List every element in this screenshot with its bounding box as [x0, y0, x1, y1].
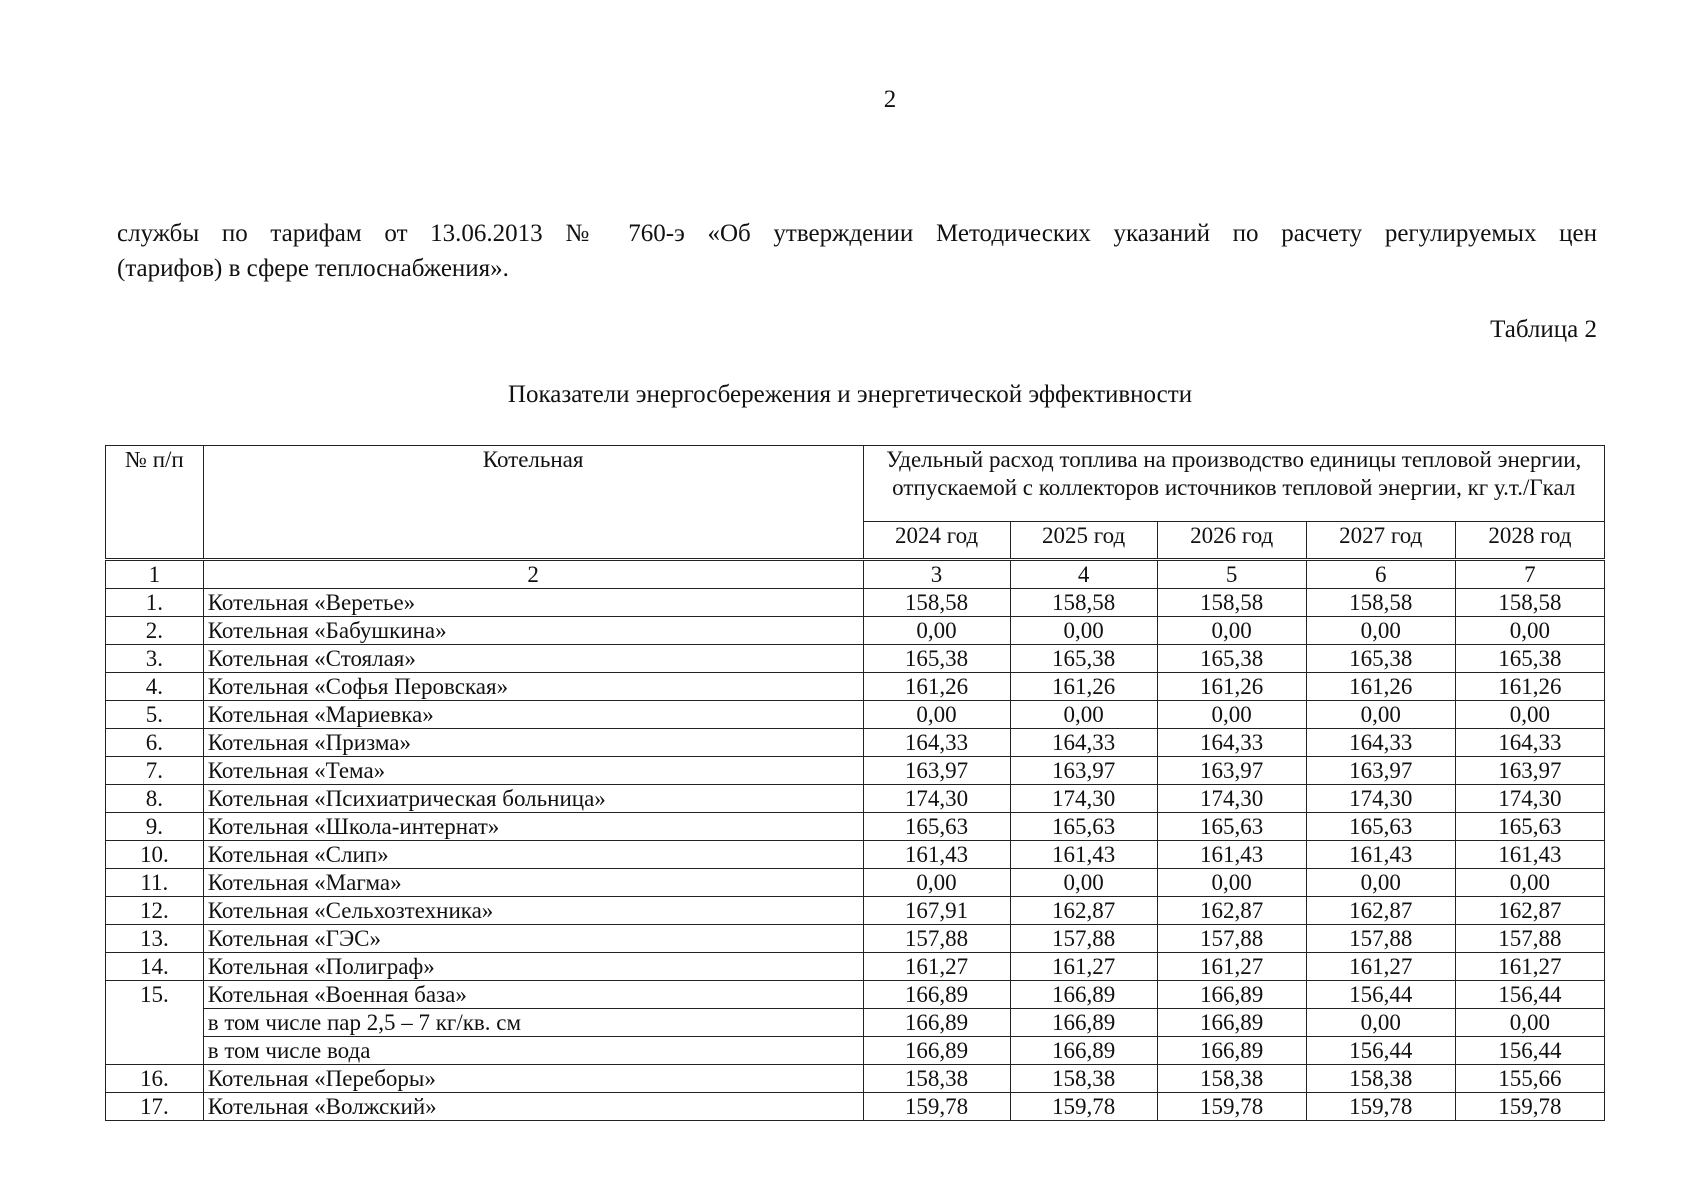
- table-row: [106, 617, 1605, 645]
- table-row: [106, 757, 1605, 785]
- table-row: [106, 925, 1605, 953]
- table-row: [106, 813, 1605, 841]
- boiler-name: Котельная «Призма»: [203, 729, 863, 757]
- fuel-rate-cell: 0,00: [1010, 701, 1157, 729]
- column-index: 2: [203, 560, 863, 589]
- row-number: 10.: [106, 841, 204, 869]
- column-index: 6: [1306, 560, 1455, 589]
- fuel-rate-cell: 158,38: [863, 1065, 1010, 1093]
- fuel-rate-cell: 158,38: [1157, 1065, 1306, 1093]
- fuel-rate-cell: 157,88: [1157, 925, 1306, 953]
- table-row: [106, 841, 1605, 869]
- boiler-name: Котельная «Школа-интернат»: [203, 813, 863, 841]
- row-number: 4.: [106, 673, 204, 701]
- fuel-rate-cell: 166,89: [1010, 1009, 1157, 1037]
- fuel-rate-cell: 0,00: [863, 701, 1010, 729]
- boiler-name: Котельная «Веретье»: [203, 589, 863, 617]
- table-title: Показатели энергосбережения и энергетической эффективности: [507, 381, 1193, 408]
- fuel-rate-cell: 174,30: [1157, 785, 1306, 813]
- fuel-rate-cell: 165,63: [1306, 813, 1455, 841]
- fuel-rate-cell: 164,33: [1157, 729, 1306, 757]
- fuel-rate-cell: 163,97: [1306, 757, 1455, 785]
- fuel-rate-cell: 161,26: [1455, 673, 1604, 701]
- table-row: [106, 701, 1605, 729]
- fuel-rate-cell: 156,44: [1455, 981, 1604, 1009]
- fuel-rate-cell: 165,38: [1306, 645, 1455, 673]
- header-year-2025: 2025 год: [1010, 521, 1157, 559]
- fuel-rate-cell: 174,30: [863, 785, 1010, 813]
- fuel-rate-cell: 166,89: [863, 1009, 1010, 1037]
- fuel-rate-cell: 0,00: [1157, 869, 1306, 897]
- boiler-name: Котельная «Стоялая»: [203, 645, 863, 673]
- fuel-rate-cell: 159,78: [1157, 1093, 1306, 1121]
- fuel-rate-cell: 158,58: [1157, 589, 1306, 617]
- fuel-rate-cell: 158,38: [1306, 1065, 1455, 1093]
- column-index: 7: [1455, 560, 1604, 589]
- fuel-rate-cell: 161,43: [1306, 841, 1455, 869]
- fuel-rate-cell: 0,00: [1306, 1009, 1455, 1037]
- fuel-rate-cell: 163,97: [1157, 757, 1306, 785]
- fuel-rate-cell: 161,26: [1157, 673, 1306, 701]
- fuel-rate-cell: 166,89: [863, 1037, 1010, 1065]
- header-indicator: Удельный расход топлива на производство единицы тепловой энергии, отпускаемой с коллекторов источников тепловой энергии, кг у.т./Гкал: [863, 446, 1604, 522]
- fuel-rate-cell: 165,63: [1157, 813, 1306, 841]
- fuel-rate-cell: 166,89: [863, 981, 1010, 1009]
- fuel-rate-cell: 162,87: [1157, 897, 1306, 925]
- fuel-rate-cell: 174,30: [1306, 785, 1455, 813]
- column-index: 4: [1010, 560, 1157, 589]
- fuel-rate-cell: 0,00: [1306, 617, 1455, 645]
- header-num: № п/п: [106, 446, 204, 560]
- row-number: 5.: [106, 701, 204, 729]
- table-row: [106, 1093, 1605, 1121]
- fuel-rate-cell: 156,44: [1306, 1037, 1455, 1065]
- table-row: [106, 785, 1605, 813]
- fuel-rate-cell: 165,63: [863, 813, 1010, 841]
- table-row: [106, 1065, 1605, 1093]
- column-index-row: [106, 560, 1605, 589]
- fuel-rate-cell: 165,38: [863, 645, 1010, 673]
- boiler-name: Котельная «Сельхозтехника»: [203, 897, 863, 925]
- table-label: Таблица 2: [1490, 316, 1597, 343]
- fuel-rate-cell: 158,58: [1010, 589, 1157, 617]
- fuel-rate-cell: 0,00: [1010, 869, 1157, 897]
- fuel-rate-cell: 162,87: [1455, 897, 1604, 925]
- fuel-rate-cell: 161,27: [1306, 953, 1455, 981]
- fuel-rate-cell: 157,88: [863, 925, 1010, 953]
- column-index: 3: [863, 560, 1010, 589]
- fuel-rate-cell: 0,00: [863, 869, 1010, 897]
- fuel-rate-cell: 159,78: [1010, 1093, 1157, 1121]
- fuel-rate-cell: 0,00: [1455, 1009, 1604, 1037]
- boiler-name: Котельная «ГЭС»: [203, 925, 863, 953]
- fuel-rate-cell: 164,33: [1010, 729, 1157, 757]
- table-row: [106, 645, 1605, 673]
- fuel-rate-cell: 164,33: [1455, 729, 1604, 757]
- boiler-name: Котельная «Бабушкина»: [203, 617, 863, 645]
- fuel-rate-cell: 0,00: [1157, 617, 1306, 645]
- row-number: 3.: [106, 645, 204, 673]
- fuel-rate-cell: 165,38: [1455, 645, 1604, 673]
- boiler-name: Котельная «Слип»: [203, 841, 863, 869]
- fuel-rate-cell: 166,89: [1157, 1037, 1306, 1065]
- fuel-rate-cell: 161,26: [1306, 673, 1455, 701]
- fuel-rate-cell: 167,91: [863, 897, 1010, 925]
- fuel-rate-cell: 158,58: [1306, 589, 1455, 617]
- table-row: [106, 1037, 1605, 1065]
- fuel-rate-cell: 161,43: [1010, 841, 1157, 869]
- table-row: [106, 673, 1605, 701]
- fuel-rate-cell: 158,58: [863, 589, 1010, 617]
- fuel-rate-cell: 0,00: [1306, 869, 1455, 897]
- fuel-rate-cell: 159,78: [863, 1093, 1010, 1121]
- table-row: [106, 953, 1605, 981]
- fuel-rate-cell: 0,00: [1010, 617, 1157, 645]
- fuel-rate-cell: 161,43: [1157, 841, 1306, 869]
- fuel-rate-cell: 158,38: [1010, 1065, 1157, 1093]
- fuel-rate-cell: 164,33: [863, 729, 1010, 757]
- row-number: 2.: [106, 617, 204, 645]
- page-number: 2: [883, 86, 897, 113]
- fuel-rate-cell: 174,30: [1455, 785, 1604, 813]
- header-row: [106, 446, 1605, 522]
- column-index: 1: [106, 560, 204, 589]
- header-year-2027: 2027 год: [1306, 521, 1455, 559]
- fuel-rate-cell: 155,66: [1455, 1065, 1604, 1093]
- header-year-2028: 2028 год: [1455, 521, 1604, 559]
- row-number: 1.: [106, 589, 204, 617]
- fuel-rate-cell: 0,00: [1455, 617, 1604, 645]
- fuel-rate-cell: 158,58: [1455, 589, 1604, 617]
- fuel-rate-cell: 0,00: [863, 617, 1010, 645]
- header-year-2026: 2026 год: [1157, 521, 1306, 559]
- fuel-rate-cell: 164,33: [1306, 729, 1455, 757]
- fuel-rate-cell: 156,44: [1306, 981, 1455, 1009]
- boiler-name: Котельная «Тема»: [203, 757, 863, 785]
- row-number: 9.: [106, 813, 204, 841]
- row-number: 7.: [106, 757, 204, 785]
- fuel-rate-cell: 161,27: [1455, 953, 1604, 981]
- intro-line-1: службы по тарифам от 13.06.2013 № 760-э «Об утверждении Методических указаний по расчету регулируемых цен: [117, 220, 1597, 247]
- fuel-rate-cell: 157,88: [1306, 925, 1455, 953]
- fuel-rate-cell: 159,78: [1455, 1093, 1604, 1121]
- fuel-rate-cell: 174,30: [1010, 785, 1157, 813]
- boiler-name: Котельная «Софья Перовская»: [203, 673, 863, 701]
- row-number: 6.: [106, 729, 204, 757]
- fuel-rate-cell: 0,00: [1455, 701, 1604, 729]
- table-row: [106, 897, 1605, 925]
- boiler-name: Котельная «Военная база»: [203, 981, 863, 1009]
- boiler-name: Котельная «Волжский»: [203, 1093, 863, 1121]
- fuel-rate-cell: 162,87: [1010, 897, 1157, 925]
- boiler-name: в том числе пар 2,5 – 7 кг/кв. см: [203, 1009, 863, 1037]
- fuel-rate-cell: 165,38: [1010, 645, 1157, 673]
- row-number: 14.: [106, 953, 204, 981]
- row-number: 8.: [106, 785, 204, 813]
- intro-line-2: (тарифов) в сфере теплоснабжения».: [117, 255, 509, 282]
- fuel-rate-cell: 157,88: [1010, 925, 1157, 953]
- fuel-rate-cell: 161,26: [1010, 673, 1157, 701]
- row-number: 11.: [106, 869, 204, 897]
- table-row: [106, 869, 1605, 897]
- fuel-rate-cell: 0,00: [1306, 701, 1455, 729]
- boiler-name: Котельная «Магма»: [203, 869, 863, 897]
- intro-paragraph: [117, 216, 1597, 286]
- boiler-name: Котельная «Полиграф»: [203, 953, 863, 981]
- row-number: 12.: [106, 897, 204, 925]
- row-number: 17.: [106, 1093, 204, 1121]
- fuel-rate-cell: 163,97: [863, 757, 1010, 785]
- fuel-rate-cell: 163,97: [1455, 757, 1604, 785]
- fuel-rate-cell: 166,89: [1010, 1037, 1157, 1065]
- fuel-rate-cell: 163,97: [1010, 757, 1157, 785]
- boiler-name: Котельная «Переборы»: [203, 1065, 863, 1093]
- boiler-name: Котельная «Мариевка»: [203, 701, 863, 729]
- row-number: 13.: [106, 925, 204, 953]
- fuel-rate-cell: 162,87: [1306, 897, 1455, 925]
- fuel-rate-cell: 161,27: [1010, 953, 1157, 981]
- fuel-rate-cell: 161,27: [863, 953, 1010, 981]
- fuel-rate-cell: 166,89: [1157, 981, 1306, 1009]
- fuel-rate-cell: 165,63: [1010, 813, 1157, 841]
- table-row: [106, 589, 1605, 617]
- fuel-rate-cell: 161,43: [1455, 841, 1604, 869]
- fuel-rate-cell: 166,89: [1157, 1009, 1306, 1037]
- boiler-name: Котельная «Психиатрическая больница»: [203, 785, 863, 813]
- row-number: 16.: [106, 1065, 204, 1093]
- header-year-2024: 2024 год: [863, 521, 1010, 559]
- column-index: 5: [1157, 560, 1306, 589]
- fuel-rate-cell: 165,38: [1157, 645, 1306, 673]
- fuel-rate-cell: 159,78: [1306, 1093, 1455, 1121]
- table-row: [106, 981, 1605, 1009]
- header-boiler: Котельная: [203, 446, 863, 560]
- fuel-rate-cell: 166,89: [1010, 981, 1157, 1009]
- fuel-rate-cell: 0,00: [1157, 701, 1306, 729]
- fuel-rate-cell: 165,63: [1455, 813, 1604, 841]
- boiler-name: в том числе вода: [203, 1037, 863, 1065]
- row-number: 15.: [106, 981, 204, 1065]
- fuel-rate-cell: 156,44: [1455, 1037, 1604, 1065]
- table-row: [106, 1009, 1605, 1037]
- fuel-rate-cell: 161,43: [863, 841, 1010, 869]
- fuel-rate-cell: 161,26: [863, 673, 1010, 701]
- table-row: [106, 729, 1605, 757]
- fuel-rate-cell: 161,27: [1157, 953, 1306, 981]
- fuel-rate-cell: 0,00: [1455, 869, 1604, 897]
- energy-efficiency-table: [105, 445, 1605, 1121]
- fuel-rate-cell: 157,88: [1455, 925, 1604, 953]
